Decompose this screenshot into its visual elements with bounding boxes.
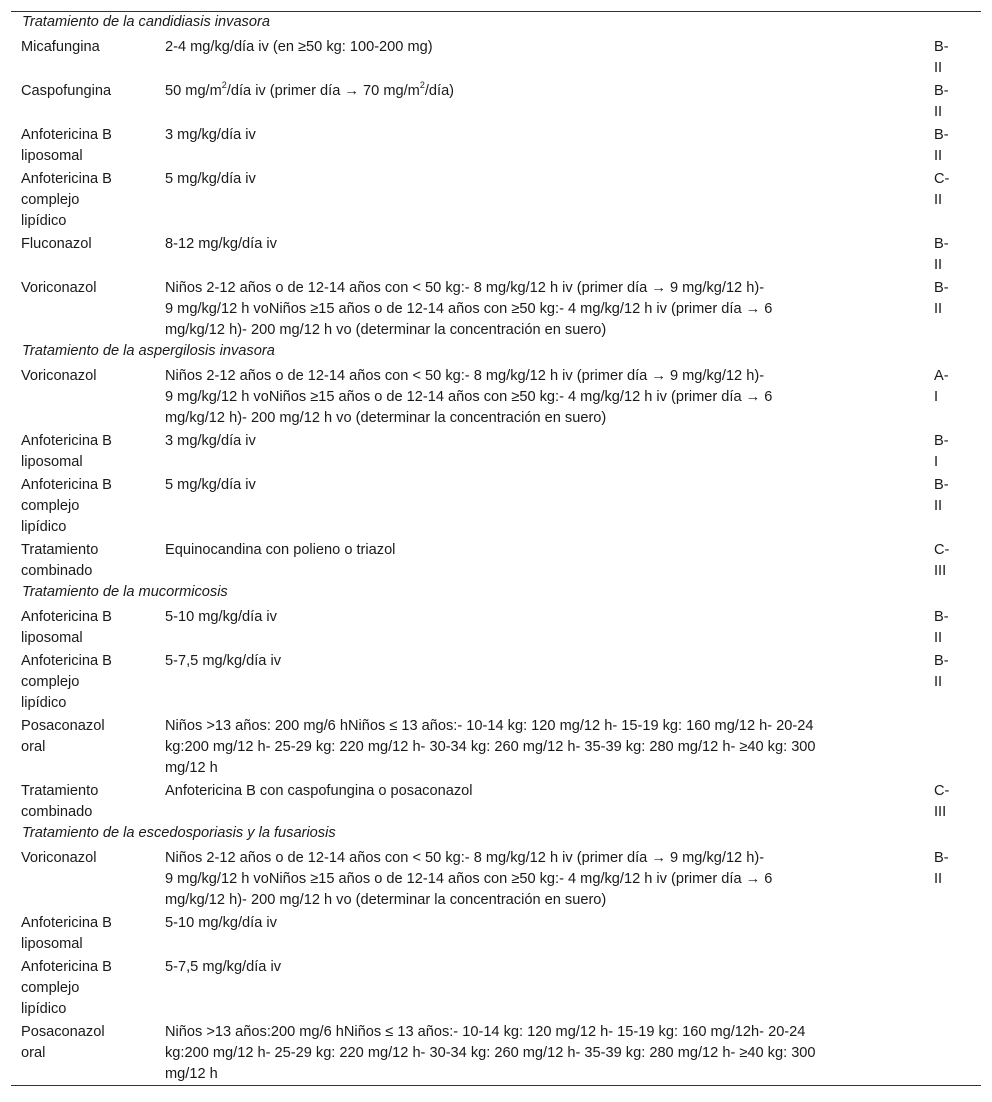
dosage (165, 1022, 875, 1085)
section-header (11, 582, 981, 605)
drug-name-line: lipídico (21, 519, 67, 535)
table-row (11, 123, 981, 167)
dosage-line: mg/12 h (165, 1066, 218, 1082)
evidence-level-line: A- (934, 368, 949, 384)
dosage-line: Niños 2-12 años o de 12-14 años con < 50 kg:- 8 mg/kg/12 h iv (primer día → 9 mg/kg/12 h)- (165, 368, 765, 384)
evidence-level-line: II (934, 498, 943, 514)
drug-name-line: lipídico (21, 213, 67, 229)
table-row (11, 955, 981, 1020)
dosage (165, 278, 875, 341)
evidence-level (934, 431, 964, 473)
dosage (165, 540, 875, 561)
dosage-line: 9 mg/kg/12 h voNiños ≥15 años o de 12-14 años con ≥50 kg:- 4 mg/kg/12 h iv (primer día → 6 (165, 301, 773, 317)
dosage-line: kg:200 mg/12 h- 25-29 kg: 220 mg/12 h- 30-34 kg: 260 mg/12 h- 35-39 kg: 280 mg/12 h- ≥40 kg: 300 (165, 739, 816, 755)
evidence-level-line: II (934, 104, 943, 120)
evidence-level (934, 848, 964, 890)
section-title: Tratamiento de la escedosporiasis y la fusariosis (22, 825, 336, 841)
table-row (11, 911, 981, 955)
dosage-line: 5 mg/kg/día iv (165, 477, 256, 493)
evidence-level-line: B- (934, 39, 949, 55)
table-row (11, 35, 981, 79)
drug-name-line: oral (21, 1045, 46, 1061)
drug-name-line: Tratamiento (21, 783, 99, 799)
evidence-level-line: I (934, 454, 939, 470)
table-row (11, 605, 981, 649)
dosage-line: 5 mg/kg/día iv (165, 171, 256, 187)
evidence-level-line: B- (934, 236, 949, 252)
dosage-line: 9 mg/kg/12 h voNiños ≥15 años o de 12-14 años con ≥50 kg:- 4 mg/kg/12 h iv (primer día → 6 (165, 871, 773, 887)
drug-name (21, 37, 156, 58)
drug-name (21, 607, 156, 649)
evidence-level-line: II (934, 60, 943, 76)
dosage-line: Anfotericina B con caspofungina o posaconazol (165, 783, 473, 799)
drug-name (21, 234, 156, 255)
dosage-line: 5-7,5 mg/kg/día iv (165, 959, 281, 975)
evidence-level-line: B- (934, 280, 949, 296)
evidence-level-line: III (934, 804, 947, 820)
dosage (165, 475, 875, 496)
drug-name-line: Posaconazol (21, 1024, 105, 1040)
drug-name (21, 716, 156, 758)
dosage-line: mg/kg/12 h)- 200 mg/12 h vo (determinar la concentración en suero) (165, 410, 607, 426)
drug-name-line: Anfotericina B (21, 959, 112, 975)
section-title: Tratamiento de la mucormicosis (22, 584, 228, 600)
evidence-level-line: II (934, 871, 943, 887)
drug-name (21, 366, 156, 387)
section-header (11, 12, 981, 35)
evidence-level-line: II (934, 630, 943, 646)
section-title: Tratamiento de la aspergilosis invasora (22, 343, 275, 359)
drug-name (21, 475, 156, 538)
evidence-level-line: B- (934, 653, 949, 669)
evidence-level (934, 125, 964, 167)
table-row (11, 167, 981, 232)
evidence-level-line: B- (934, 850, 949, 866)
drug-name-line: liposomal (21, 630, 83, 646)
table-row (11, 276, 981, 341)
section-header (11, 341, 981, 364)
drug-name (21, 540, 156, 582)
evidence-level-line: B- (934, 477, 949, 493)
drug-name-line: liposomal (21, 454, 83, 470)
evidence-level (934, 475, 964, 517)
dosage (165, 957, 875, 978)
evidence-level-line: II (934, 674, 943, 690)
drug-name-line: complejo (21, 192, 80, 208)
dosage (165, 607, 875, 628)
table-row (11, 649, 981, 714)
evidence-level-line: II (934, 257, 943, 273)
evidence-level-line: C- (934, 171, 950, 187)
drug-name-line: lipídico (21, 1001, 67, 1017)
drug-name (21, 651, 156, 714)
drug-name-line: Anfotericina B (21, 433, 112, 449)
dosage-line: Niños 2-12 años o de 12-14 años con < 50 kg:- 8 mg/kg/12 h iv (primer día → 9 mg/kg/12 h)- (165, 850, 765, 866)
dosage (165, 234, 875, 255)
evidence-level (934, 169, 964, 211)
evidence-level (934, 278, 964, 320)
evidence-level (934, 366, 964, 408)
evidence-level (934, 651, 964, 693)
dosage-line: Niños 2-12 años o de 12-14 años con < 50 kg:- 8 mg/kg/12 h iv (primer día → 9 mg/kg/12 h)- (165, 280, 765, 296)
drug-name-line: oral (21, 739, 46, 755)
dosage-line: Niños >13 años:200 mg/6 hNiños ≤ 13 años:- 10-14 kg: 120 mg/12 h- 15-19 kg: 160 mg/12h- 20-24 (165, 1024, 806, 1040)
evidence-level-line: II (934, 301, 943, 317)
drug-name (21, 278, 156, 299)
drug-name (21, 169, 156, 232)
section-title: Tratamiento de la candidiasis invasora (22, 14, 270, 30)
evidence-level (934, 781, 964, 823)
drug-name (21, 81, 156, 102)
dosage (165, 848, 875, 911)
table-row (11, 232, 981, 276)
dosage-line: mg/kg/12 h)- 200 mg/12 h vo (determinar la concentración en suero) (165, 892, 607, 908)
drug-name-line: Posaconazol (21, 718, 105, 734)
drug-name-line: Voriconazol (21, 368, 97, 384)
drug-name-line: Fluconazol (21, 236, 92, 252)
drug-name-line: Anfotericina B (21, 609, 112, 625)
evidence-level (934, 81, 964, 123)
table-row (11, 79, 981, 123)
evidence-level-line: II (934, 148, 943, 164)
evidence-level-line: B- (934, 127, 949, 143)
evidence-level (934, 37, 964, 79)
evidence-level-line: B- (934, 83, 949, 99)
dosage-line: 3 mg/kg/día iv (165, 433, 256, 449)
dosage-line: Niños >13 años: 200 mg/6 hNiños ≤ 13 años:- 10-14 kg: 120 mg/12 h- 15-19 kg: 160 mg/12 h- 20-24 (165, 718, 814, 734)
dosage-line: 50 $mg/m^2$/día iv (primer día → 70 $mg/m^2/día$) (165, 80, 455, 99)
table-row (11, 1020, 981, 1085)
dosage (165, 651, 875, 672)
drug-name-line: combinado (21, 563, 93, 579)
dosage (165, 781, 875, 802)
evidence-level-line: B- (934, 609, 949, 625)
drug-name-line: Tratamiento (21, 542, 99, 558)
table-row (11, 714, 981, 779)
dosage-line: 2-4 mg/kg/día iv (en ≥50 kg: 100-200 mg) (165, 39, 433, 55)
table-row (11, 779, 981, 823)
drug-name-line: liposomal (21, 148, 83, 164)
dosage (165, 81, 875, 102)
drug-name (21, 125, 156, 167)
dosage (165, 125, 875, 146)
dosage-line: 5-7,5 mg/kg/día iv (165, 653, 281, 669)
evidence-level-line: III (934, 563, 947, 579)
drug-name-line: Anfotericina B (21, 477, 112, 493)
dosage-line: 5-10 mg/kg/día iv (165, 915, 277, 931)
evidence-level-line: C- (934, 542, 950, 558)
evidence-level-line: C- (934, 783, 950, 799)
drug-name-line: combinado (21, 804, 93, 820)
table-row (11, 364, 981, 429)
treatment-table (11, 11, 981, 1086)
dosage-line: kg:200 mg/12 h- 25-29 kg: 220 mg/12 h- 30-34 kg: 260 mg/12 h- 35-39 kg: 280 mg/12 h- ≥40 kg: 300 (165, 1045, 816, 1061)
dosage (165, 716, 875, 779)
section-header (11, 823, 981, 846)
dosage (165, 366, 875, 429)
drug-name-line: Anfotericina B (21, 171, 112, 187)
drug-name-line: liposomal (21, 936, 83, 952)
evidence-level (934, 234, 964, 276)
drug-name-line: complejo (21, 674, 80, 690)
dosage (165, 169, 875, 190)
drug-name-line: Micafungina (21, 39, 100, 55)
drug-name-line: Anfotericina B (21, 127, 112, 143)
drug-name (21, 957, 156, 1020)
drug-name-line: Voriconazol (21, 850, 97, 866)
drug-name-line: Anfotericina B (21, 653, 112, 669)
table-row (11, 473, 981, 538)
evidence-level-line: I (934, 389, 939, 405)
drug-name-line: lipídico (21, 695, 67, 711)
drug-name (21, 781, 156, 823)
table-row (11, 538, 981, 582)
evidence-level (934, 540, 964, 582)
table-row (11, 429, 981, 473)
dosage-line: 3 mg/kg/día iv (165, 127, 256, 143)
dosage-line: mg/12 h (165, 760, 218, 776)
drug-name (21, 1022, 156, 1064)
dosage-line: 9 mg/kg/12 h voNiños ≥15 años o de 12-14 años con ≥50 kg:- 4 mg/kg/12 h iv (primer día → 6 (165, 389, 773, 405)
drug-name (21, 913, 156, 955)
table-row (11, 846, 981, 911)
dosage (165, 37, 875, 58)
evidence-level-line: II (934, 192, 943, 208)
dosage (165, 431, 875, 452)
drug-name-line: complejo (21, 498, 80, 514)
drug-name-line: Voriconazol (21, 280, 97, 296)
drug-name-line: Caspofungina (21, 83, 112, 99)
dosage-line: 8-12 mg/kg/día iv (165, 236, 277, 252)
drug-name (21, 848, 156, 869)
evidence-level-line: B- (934, 433, 949, 449)
dosage-line: Equinocandina con polieno o triazol (165, 542, 396, 558)
dosage-line: 5-10 mg/kg/día iv (165, 609, 277, 625)
dosage (165, 913, 875, 934)
drug-name-line: complejo (21, 980, 80, 996)
dosage-line: mg/kg/12 h)- 200 mg/12 h vo (determinar la concentración en suero) (165, 322, 607, 338)
drug-name-line: Anfotericina B (21, 915, 112, 931)
drug-name (21, 431, 156, 473)
evidence-level (934, 607, 964, 649)
